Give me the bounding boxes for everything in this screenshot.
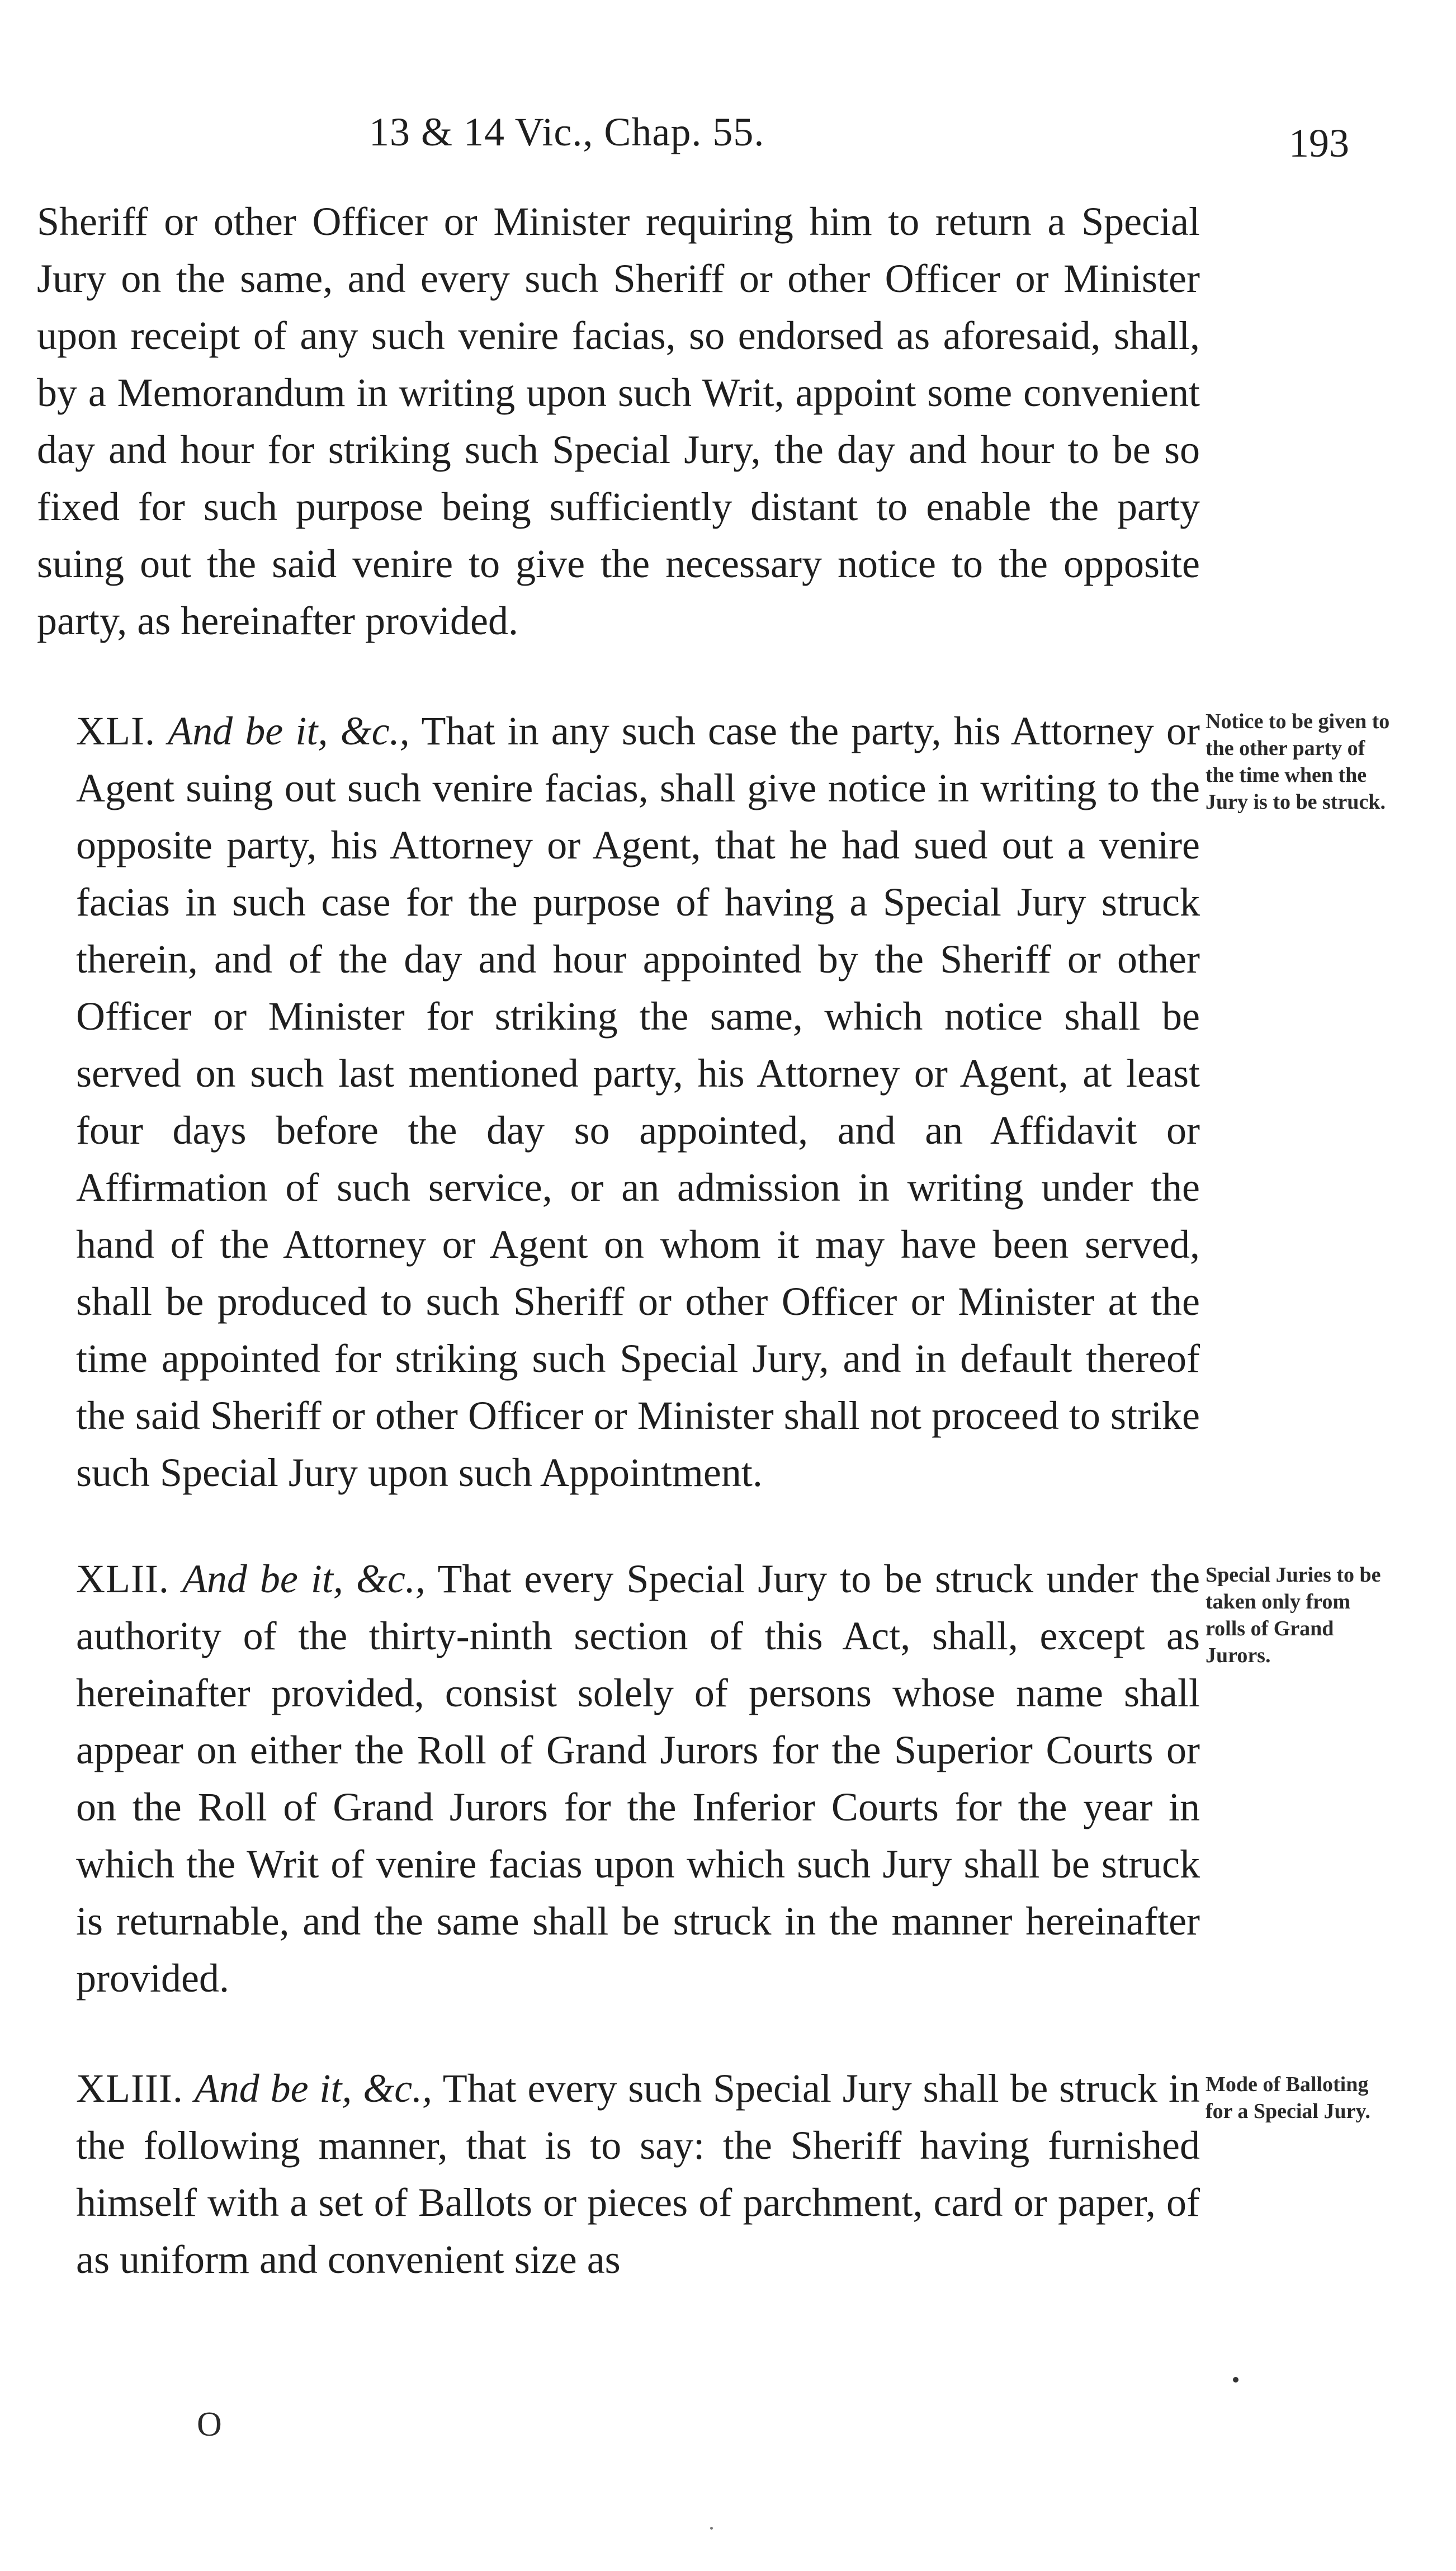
running-header (0, 109, 1456, 171)
body-text (37, 193, 1390, 2288)
section-paragraph (37, 1550, 1200, 2007)
ink-speck (1233, 2377, 1238, 2383)
section-paragraph (37, 702, 1200, 1501)
continuation-paragraph: Sheriff or other Officer or Minister requiring him to return a Special Jury on the same, and every such Sheriff or other Officer or Minister upon receipt of any such venire facias, so endorsed as aforesaid, shall, by a Memorandum in writing upon such Writ, appoint some convenient day and hour for striking such Special Jury, the day and hour to be so fixed for such purpose being sufficiently distant to enable the party suing out the said venire to give the necessary notice to the opposite party, as hereinafter provided. (37, 199, 1200, 643)
margin-note: Special Juries to be taken only from rolls of Grand Jurors. (1206, 1563, 1381, 1667)
section-text: That every such Special Jury shall be struck in the following manner, that is to say: the Sheriff having furnished himself with a set of Ballots or pieces of parchment, card or paper, of as uniform and convenient size as (76, 2066, 1200, 2282)
section-xliii (37, 2060, 1370, 2288)
section-number: XLI. (76, 709, 155, 753)
margin-note: Notice to be given to the other party of the time when the Jury is to be struck. (1206, 710, 1390, 814)
section-xli (37, 702, 1390, 1501)
section-number: XLII. (76, 1556, 169, 1601)
section-xlii (37, 1550, 1381, 2007)
section-text: That every Special Jury to be struck under the authority of the thirty-ninth section of this Act, shall, except as hereinafter provided, consist solely of persons whose name shall appear on either the Roll of Grand Jurors for the Superior Courts or on the Roll of Grand Jurors for the Inferior Courts for the year in which the Writ of venire facias upon which such Jury shall be struck is returnable, and the same shall be struck in the manner hereinafter provided. (76, 1556, 1200, 2001)
section-formula: And be it, &c., (194, 2066, 433, 2111)
signature-mark: O (197, 2405, 222, 2443)
section-paragraph (37, 2060, 1200, 2288)
section-formula: And be it, &c., (168, 709, 410, 753)
section-formula: And be it, &c., (182, 1556, 426, 1601)
running-title: 13 & 14 Vic., Chap. 55. (369, 110, 765, 154)
section-text: That in any such case the party, his Attorney or Agent suing out such venire facias, shall give notice in writing to the opposite party, his Attorney or Agent, that he had sued out a venire facias in such case for the purpose of having a Special Jury struck therein, and of the day and hour appointed by the Sheriff or other Officer or Minister for striking the same, which notice shall be served on such last mentioned party, his Attorney or Agent, at least four days before the day so appointed, and an Affidavit or Affirmation of such service, or an admission in writing under the hand of the Attorney or Agent on whom it may have been served, shall be produced to such Sheriff or other Officer or Minister at the time appointed for striking such Special Jury, and in default thereof the said Sheriff or other Officer or Minister shall not proceed to strike such Special Jury upon such Appointment. (76, 709, 1200, 1495)
margin-note: Mode of Balloting for a Special Jury. (1206, 2073, 1370, 2123)
ink-speck (710, 2527, 713, 2530)
section-number: XLIII. (76, 2066, 183, 2111)
page-number: 193 (1289, 121, 1349, 166)
